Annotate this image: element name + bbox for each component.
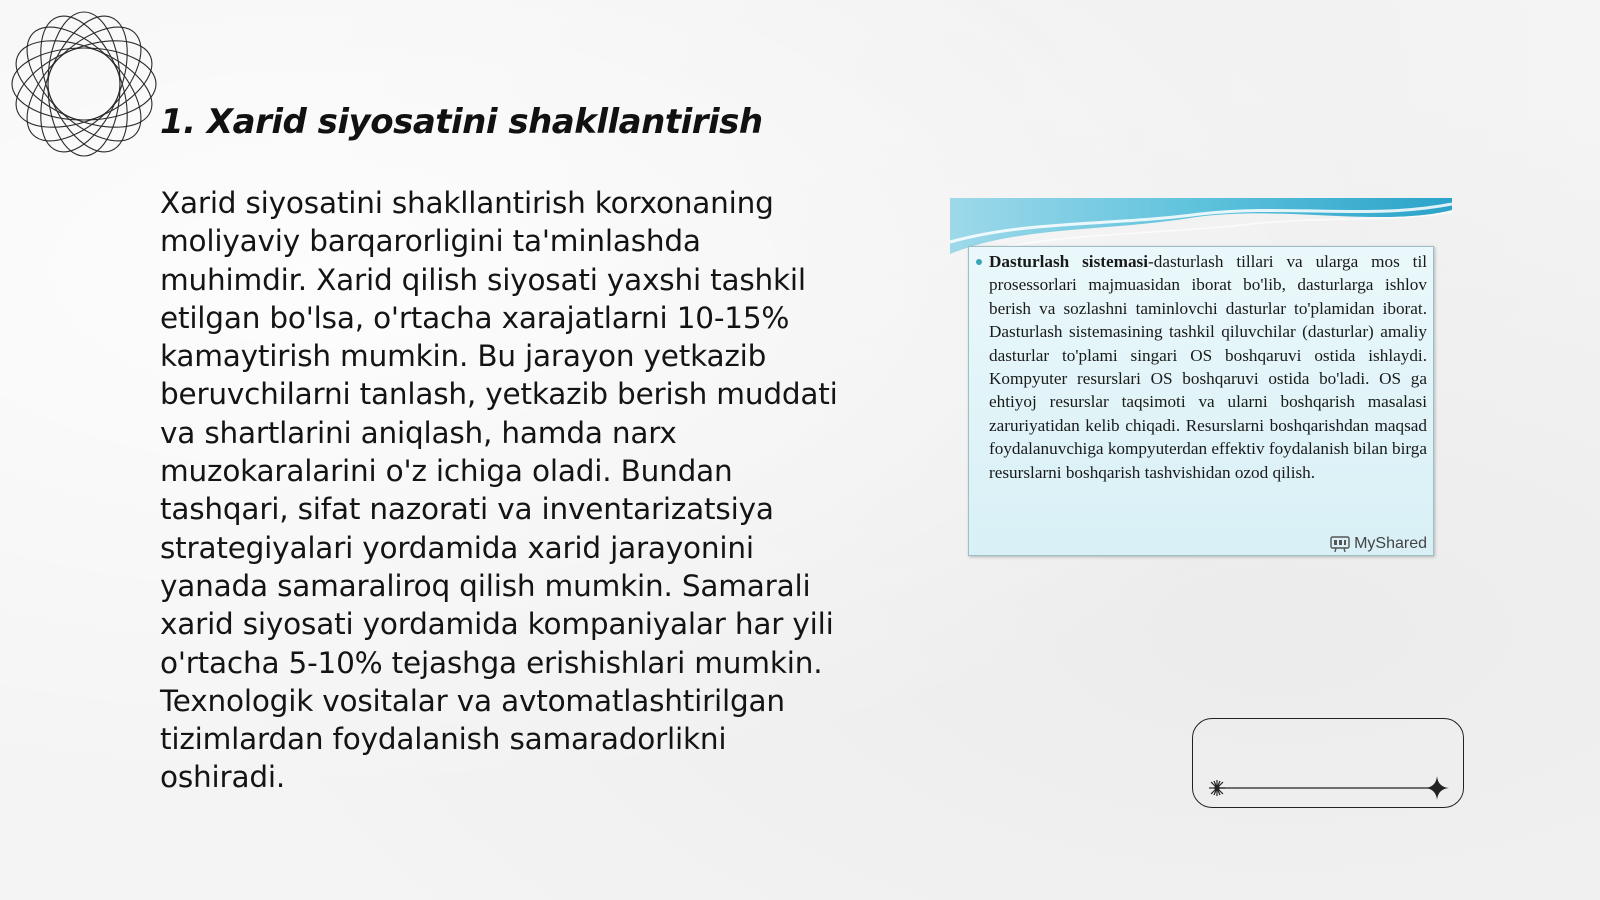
sparkle-icon — [1209, 780, 1225, 796]
slide-body-text: Xarid siyosatini shakllantirish korxonaning moliyaviy barqarorligini ta'minlashda muhimdir. Xarid qilish siyosati yaxshi tashkil etilgan bo'lsa, o'rtacha xarajatlarni 10-15% kamaytirish mumkin. Bu jarayon yetkazib beruvchilarni tanlash, yetkazib berish muddati va shartlarini aniqlash, hamda narx muzokaralarini o'z ichiga oladi. Bundan tashqari, sifat nazorati va inventarizatsiya strategiyalari yordamida xarid jarayonini yanada samaraliroq qilish mumkin. Samarali xarid siyosati yordamida kompaniyalar har yili o'rtacha 5-10% tejashga erishishlari mumkin. Texnologik vositalar va avtomatlashtirilgan tizimlardan foydalanish samaradorlikni oshiradi. — [160, 186, 838, 795]
card-text-box — [968, 246, 1434, 556]
myshared-logo-icon — [1330, 535, 1350, 553]
circle-rosette-icon — [8, 8, 160, 160]
slide-title: 1. Xarid siyosatini shakllantirish — [160, 102, 763, 142]
decorative-frame — [1192, 718, 1464, 808]
watermark-label: MyShared — [1354, 535, 1427, 552]
myshared-watermark — [1330, 535, 1427, 553]
card-term: Dasturlash sistemasi — [989, 252, 1149, 271]
bullet-icon — [976, 259, 982, 265]
star-icon — [1425, 776, 1449, 800]
decorative-line — [1193, 719, 1465, 809]
embedded-image-card — [950, 198, 1452, 562]
card-paragraph — [989, 250, 1427, 484]
card-definition: -dasturlash tillari va ularga mos til prosessorlari majmuasidan iborat bo'lib, dasturlarga ishlov berish va sozlashni taminlovchi dasturlar to'plamidan iborat. Dasturlash sistemasining tashkil qiluvchilar (dasturlar) amaliy dasturlar to'plami singari OS boshqaruvi ostida ishlaydi. Kompyuter resurslari OS boshqaruvi ostida bo'ladi. OS ga ehtiyoj resurslar taqsimoti va ularni boshqarish masalasi zaruriyatidan kelib chiqadi. Resurslarni boshqarishdan maqsad foydalanuvchiga kompyuterdan effektiv foydalanish bilan birga resurslarni boshqarish tashvishidan ozod qilish. — [989, 252, 1427, 482]
